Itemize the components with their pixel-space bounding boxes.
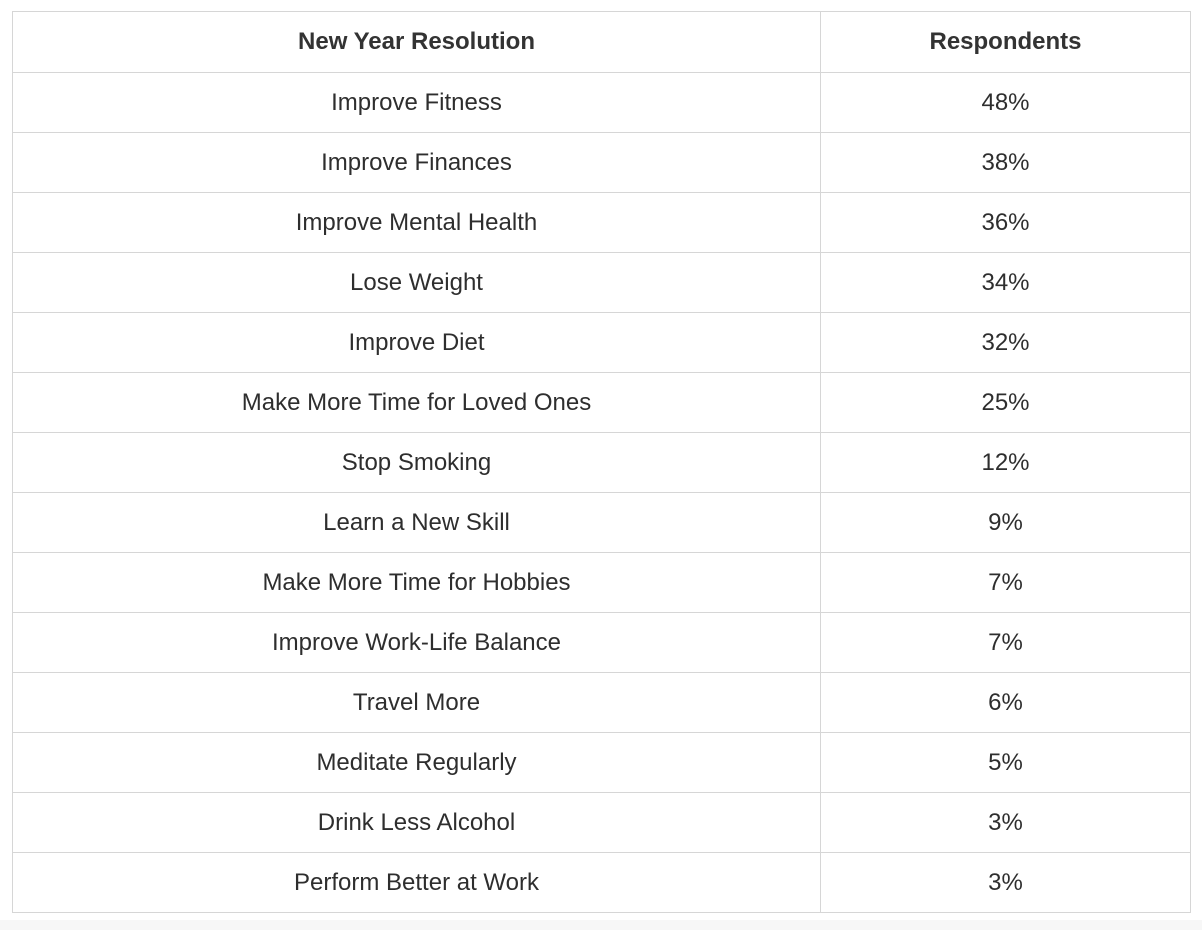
table-row	[13, 553, 1191, 613]
respondents-cell: 9%	[821, 493, 1191, 553]
respondents-cell: 7%	[821, 613, 1191, 673]
resolution-cell: Make More Time for Hobbies	[13, 553, 821, 613]
table-row	[13, 73, 1191, 133]
header-row	[13, 12, 1191, 73]
table-row	[13, 493, 1191, 553]
table-row	[13, 253, 1191, 313]
column-header-respondents: Respondents	[821, 12, 1191, 73]
respondents-cell: 6%	[821, 673, 1191, 733]
column-header-resolution: New Year Resolution	[13, 12, 821, 73]
resolution-cell: Drink Less Alcohol	[13, 793, 821, 853]
respondents-cell: 36%	[821, 193, 1191, 253]
respondents-cell: 34%	[821, 253, 1191, 313]
resolution-cell: Perform Better at Work	[13, 853, 821, 913]
resolutions-table-container	[12, 11, 1190, 913]
resolution-cell: Improve Mental Health	[13, 193, 821, 253]
resolution-cell: Improve Finances	[13, 133, 821, 193]
bottom-shade	[0, 920, 1202, 930]
resolution-cell: Improve Work-Life Balance	[13, 613, 821, 673]
respondents-cell: 7%	[821, 553, 1191, 613]
resolution-cell: Make More Time for Loved Ones	[13, 373, 821, 433]
resolution-cell: Learn a New Skill	[13, 493, 821, 553]
table-row	[13, 613, 1191, 673]
resolution-cell: Lose Weight	[13, 253, 821, 313]
respondents-cell: 12%	[821, 433, 1191, 493]
resolution-cell: Improve Fitness	[13, 73, 821, 133]
respondents-cell: 3%	[821, 853, 1191, 913]
resolution-cell: Meditate Regularly	[13, 733, 821, 793]
respondents-cell: 38%	[821, 133, 1191, 193]
table-row	[13, 733, 1191, 793]
table-header	[13, 12, 1191, 73]
table-row	[13, 793, 1191, 853]
table-row	[13, 373, 1191, 433]
table-row	[13, 433, 1191, 493]
resolution-cell: Improve Diet	[13, 313, 821, 373]
respondents-cell: 32%	[821, 313, 1191, 373]
resolution-cell: Travel More	[13, 673, 821, 733]
resolutions-table	[12, 11, 1191, 913]
table-body	[13, 73, 1191, 913]
table-row	[13, 313, 1191, 373]
respondents-cell: 5%	[821, 733, 1191, 793]
table-row	[13, 193, 1191, 253]
table-row	[13, 673, 1191, 733]
resolution-cell: Stop Smoking	[13, 433, 821, 493]
table-row	[13, 133, 1191, 193]
respondents-cell: 48%	[821, 73, 1191, 133]
respondents-cell: 25%	[821, 373, 1191, 433]
respondents-cell: 3%	[821, 793, 1191, 853]
table-row	[13, 853, 1191, 913]
